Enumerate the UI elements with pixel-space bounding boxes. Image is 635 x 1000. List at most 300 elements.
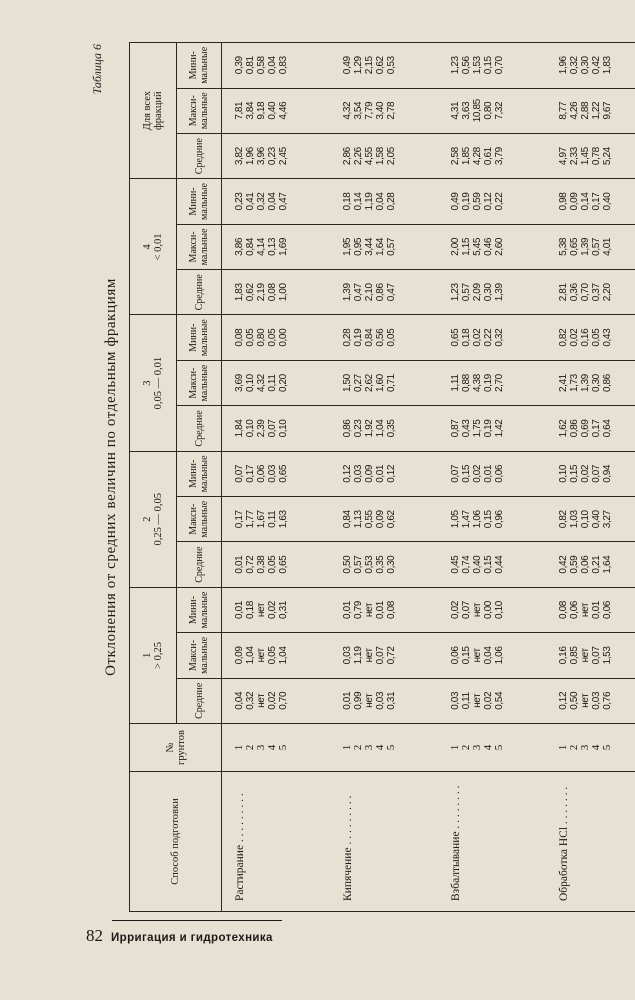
value: 0,02 [267,691,278,710]
value: 0,19 [483,419,494,438]
value: 0,10 [494,601,505,619]
value: 0,11 [267,374,278,392]
table-row [330,43,438,912]
header-stat [177,360,222,405]
value-cell [438,451,546,496]
value: 1,69 [278,237,289,256]
value: нет [580,648,591,663]
value: 0,02 [450,601,461,619]
stat-label: Средние [193,410,205,447]
group-numbers [546,724,635,772]
value: 1,19 [353,646,364,665]
value: 0,06 [494,464,505,483]
group-number: 1 [341,744,353,751]
value: 0,30 [580,56,591,75]
value: 0,02 [569,328,580,347]
value: 1,39 [342,283,353,302]
value: 0,40 [591,510,602,529]
header-stat [177,587,222,632]
value: 0,12 [558,691,569,710]
value: 0,17 [591,419,602,438]
value: 0,06 [580,555,591,574]
stat-label: Мини- [188,459,199,488]
table-caption: Таблица 6 [90,44,104,95]
value: 4,32 [342,101,353,120]
value: 0,74 [461,555,472,574]
header-stat [177,633,222,678]
value: нет [472,693,483,708]
stat-label: Макси- [188,639,199,671]
value: 0,36 [569,283,580,302]
value: 2,20 [602,283,613,302]
group-number: 5 [385,744,397,751]
value: 0,80 [256,328,267,347]
value: 0,15 [569,464,580,483]
value: 0,64 [602,419,613,438]
value: 9,18 [256,101,267,120]
value: 0,58 [256,56,267,75]
value-cell [438,88,546,133]
value: 0,22 [483,328,494,347]
value: 0,03 [342,646,353,665]
value-cell [546,633,635,678]
value: 1,29 [353,56,364,75]
header-fraction [130,315,177,451]
value: 1,60 [375,374,386,393]
value: 0,86 [569,419,580,438]
group-number: 5 [277,744,289,751]
value: 0,41 [245,192,256,211]
value: 0,07 [375,646,386,665]
value-cell [438,315,546,360]
value: нет [364,648,375,663]
value: 1,39 [580,237,591,256]
value: 0,99 [353,691,364,710]
value: 0,15 [483,510,494,529]
value: 0,65 [569,237,580,256]
value: 0,42 [558,555,569,574]
value: 1,47 [461,510,472,529]
stat-label: Средние [193,682,205,719]
stat-label: Макси- [188,95,199,127]
stat-label: Средние [193,546,205,583]
value: 0,09 [569,192,580,211]
value: 2,26 [353,147,364,166]
value: 0,03 [353,464,364,483]
value: 0,04 [267,56,278,75]
value: 0,61 [483,147,494,166]
value: 0,85 [569,646,580,665]
value: 1,50 [342,374,353,393]
value-cell [546,270,635,315]
value: 0,08 [234,328,245,347]
value: 0,28 [386,192,397,211]
value: 1,96 [558,56,569,75]
value: 0,10 [245,419,256,438]
value-cell [330,88,438,133]
value: 0,65 [278,464,289,483]
value: 0,01 [591,601,602,619]
value: 0,71 [386,374,397,393]
stat-label: Макси- [188,503,199,535]
value: 0,04 [483,646,494,665]
fraction-range: фракций [153,91,164,130]
value: 0,32 [494,328,505,347]
value-cell [330,542,438,587]
value: 0,07 [591,646,602,665]
value: нет [472,648,483,663]
value: 1,63 [278,510,289,529]
value: 0,02 [580,464,591,483]
header-fraction [130,451,177,587]
value: нет [256,602,267,618]
value: 3,79 [494,147,505,166]
value: 0,32 [245,691,256,710]
fraction-number: 1 [142,652,153,659]
value: 0,06 [256,464,267,483]
value: 0,40 [267,101,278,120]
group-number: 5 [493,744,505,751]
value: 0,17 [591,192,602,211]
value: 0,01 [234,601,245,619]
value: 0,30 [591,374,602,393]
header-stat [177,133,222,178]
value-cell [222,406,331,451]
value: 0,03 [450,691,461,710]
stat-label-2: мальные [199,636,210,674]
header-stat [177,270,222,315]
value: 0,47 [353,283,364,302]
value-cell [330,43,438,89]
value: 0,28 [342,328,353,347]
value-cell [222,224,331,269]
value: 0,59 [472,192,483,211]
header-stat [177,678,222,723]
header-stat [177,315,222,360]
value: 2,00 [450,237,461,256]
stat-label: Макси- [188,231,199,263]
fraction-number: 2 [142,516,153,522]
value: 0,00 [483,601,494,619]
group-number: 3 [363,744,375,751]
value: 4,97 [558,147,569,166]
value: 7,79 [364,101,375,120]
value: 0,15 [483,56,494,75]
value: 0,83 [278,56,289,75]
value: 0,86 [602,374,613,393]
table-header [130,43,222,912]
value: нет [364,602,375,618]
value: 1,67 [256,510,267,529]
fraction-range: < 0,01 [153,233,164,261]
value: 1,39 [494,283,505,302]
value: 0,84 [364,328,375,347]
value: нет [256,648,267,663]
value-cell [222,633,331,678]
value-cell [546,179,635,224]
page-number: 82 [86,926,103,945]
value: 3,69 [234,374,245,393]
table-title: Отклонения от средних величин по отдельным фракциям [103,278,119,676]
value: 0,81 [245,56,256,75]
value: 0,18 [461,328,472,347]
value-cell [222,542,331,587]
value: 2,15 [364,56,375,75]
value: 0,32 [256,192,267,211]
value: 1,11 [450,374,461,392]
value: 0,03 [591,691,602,710]
value: 0,88 [461,374,472,393]
fraction-range: > 0,25 [153,641,164,669]
group-number: 1 [557,744,569,751]
value: 1,53 [472,56,483,75]
value: 0,55 [364,510,375,529]
value: 2,62 [364,374,375,393]
value: 0,01 [342,601,353,619]
value: 0,32 [569,56,580,75]
group-number: 4 [482,744,494,751]
header-stat [177,88,222,133]
value: 0,09 [234,646,245,665]
value: 0,01 [375,464,386,483]
value: 0,82 [558,510,569,529]
value: 5,24 [602,147,613,166]
value: 0,78 [591,147,602,166]
header-group: № грунтов [130,724,222,772]
value: 0,14 [580,192,591,211]
value: 0,17 [245,464,256,483]
value-cell [546,133,635,178]
value-cell [222,497,331,542]
value: 2,10 [364,283,375,302]
journal-title: Ирригация и гидротехника [111,932,273,944]
method-cell: Кипячение . . . . . . . . . [330,772,438,912]
stat-label: Средние [193,138,205,175]
value-cell [222,451,331,496]
value: 0,27 [353,374,364,393]
stat-label-2: мальные [199,455,210,493]
value: 0,84 [245,237,256,256]
value: 1,83 [602,56,613,75]
fraction-range: 0,05 — 0,01 [153,356,164,410]
value: нет [472,602,483,618]
group-number: 2 [352,744,364,751]
value: 2,88 [580,101,591,120]
stat-label-2: мальные [199,92,210,130]
value: 0,87 [450,419,461,438]
value: 3,44 [364,237,375,256]
value-cell [438,270,546,315]
value: 0,12 [483,192,494,211]
stat-label-2: мальные [199,364,210,402]
value: 3,96 [256,147,267,166]
value: 3,27 [602,510,613,529]
value-cell [222,43,331,89]
value-cell [330,270,438,315]
value: 0,62 [386,510,397,529]
value-cell [330,224,438,269]
value: 0,39 [234,56,245,75]
value-cell [438,179,546,224]
value: 0,31 [386,691,397,710]
value: 0,09 [364,464,375,483]
value: 0,57 [386,237,397,256]
value: 0,15 [483,555,494,574]
value: 0,84 [342,510,353,529]
value: 0,04 [267,192,278,211]
stat-label-2: мальные [199,591,210,629]
value: 0,86 [342,419,353,438]
value: 2,81 [558,283,569,302]
value-cell [438,542,546,587]
value: 0,14 [353,192,364,211]
value-cell [438,678,546,723]
value: 1,23 [450,56,461,75]
header-stat [177,542,222,587]
value: 0,20 [278,374,289,393]
value: 7,32 [494,101,505,120]
value: 0,01 [375,601,386,619]
rotated-table-area [90,42,620,912]
value: 2,70 [494,374,505,393]
value-cell [546,43,635,89]
stat-label-2: мальные [199,228,210,266]
value-cell [330,360,438,405]
value: 0,03 [267,464,278,483]
header-fraction [130,179,177,315]
group-number: 3 [471,744,483,751]
value: 4,38 [472,374,483,393]
value-cell [438,224,546,269]
value-cell [546,542,635,587]
value-cell [546,678,635,723]
value: 0,06 [602,601,613,619]
value: 0,01 [234,555,245,574]
value: 1,73 [569,374,580,393]
value: 0,53 [364,555,375,574]
value: 1,45 [580,147,591,166]
fraction-number: 3 [142,380,153,386]
value: нет [256,693,267,708]
value: 0,07 [450,464,461,483]
value: 0,21 [591,555,602,574]
value: 0,56 [461,56,472,75]
value-cell [222,179,331,224]
value: 0,07 [234,464,245,483]
value: 0,70 [278,691,289,710]
value: 0,12 [386,464,397,483]
value: 4,32 [256,374,267,393]
value: 0,65 [278,555,289,574]
value: 3,54 [353,101,364,120]
value: 4,31 [450,101,461,120]
value-cell [438,587,546,632]
value: 0,05 [267,646,278,665]
value: 0,01 [342,691,353,710]
group-number: 1 [233,744,245,751]
value: 0,07 [591,464,602,483]
fraction-number: 4 [142,244,153,250]
header-stat [177,179,222,224]
value: 1,15 [461,237,472,256]
value: 5,38 [558,237,569,256]
header-stat [177,451,222,496]
value: 1,23 [450,283,461,302]
value-cell [546,224,635,269]
value-cell [330,133,438,178]
value-cell [222,315,331,360]
value: 4,55 [364,147,375,166]
value: 0,19 [353,328,364,347]
value: 0,40 [472,555,483,574]
value-cell [222,270,331,315]
value-cell [330,315,438,360]
value: 2,60 [494,237,505,256]
value: 0,95 [353,237,364,256]
value: 0,35 [386,419,397,438]
value: 1,85 [461,147,472,166]
value: 0,44 [494,555,505,574]
value: 0,37 [591,283,602,302]
value: нет [364,693,375,708]
value: 0,50 [569,691,580,710]
value-cell [438,497,546,542]
value-cell [546,406,635,451]
value: 3,63 [461,101,472,120]
value: 1,62 [558,419,569,438]
fraction-number: Для всех [142,91,153,131]
value: 0,43 [461,419,472,438]
value-cell [330,497,438,542]
value: 0,18 [245,601,256,619]
value-cell [330,633,438,678]
value: 1,39 [580,374,591,393]
value: 0,08 [386,601,397,619]
header-stat [177,406,222,451]
value-cell [546,451,635,496]
value: 1,96 [245,147,256,166]
value-cell [222,587,331,632]
value-cell [438,633,546,678]
value: 0,03 [375,691,386,710]
value: 1,77 [245,510,256,529]
group-number: 5 [601,744,613,751]
value: 1,64 [375,237,386,256]
value: 9,67 [602,101,613,120]
value: 0,49 [450,192,461,211]
value: 0,57 [591,237,602,256]
value: 1,03 [569,510,580,529]
stat-label-2: мальные [199,500,210,538]
header-stat [177,497,222,542]
header-stat [177,43,222,89]
value: 1,92 [364,419,375,438]
value: нет [580,602,591,618]
header-fraction [130,43,177,179]
value: 4,14 [256,237,267,256]
group-number: 4 [266,744,278,751]
value-cell [546,497,635,542]
value: 3,82 [234,147,245,166]
value: 0,19 [483,374,494,393]
group-number: 2 [460,744,472,751]
value: 1,04 [245,646,256,665]
value: 0,13 [267,237,278,256]
group-number: 2 [568,744,580,751]
value: 1,83 [234,283,245,302]
value: 0,49 [342,56,353,75]
method-cell: Взбалтывание . . . . . . . . [438,772,546,912]
